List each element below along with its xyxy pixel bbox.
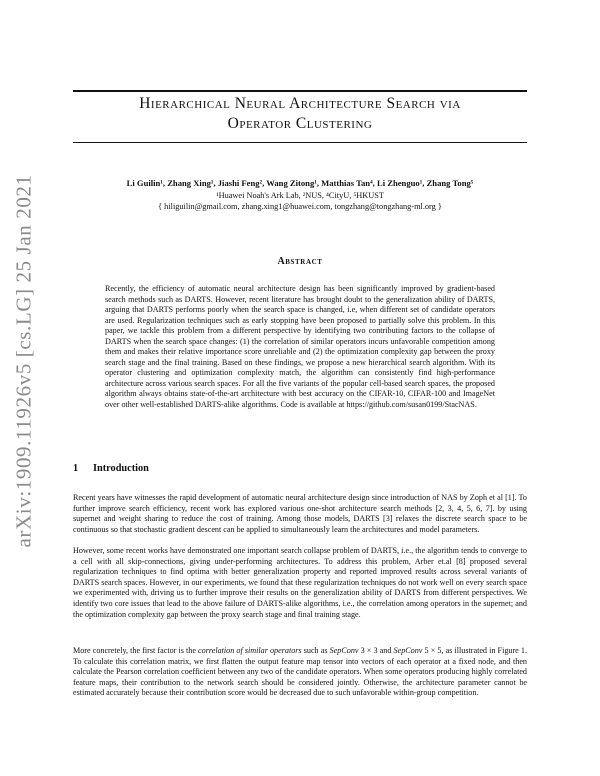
- title-rule-bottom: [73, 142, 527, 143]
- intro-paragraph-1: Recent years have witnesses the rapid development of automatic neural architecture design since introduction of NAS by Zoph et al [1]. To further improve search efficiency, recent work has explored various one-shot architecture search methods [2, 3, 4, 5, 6, 7]. by using supernet and weight sharing to reduce the cost of training. Among those models, DARTS [3] relaxes the discrete search space to be continuous so that stochastic gradient descent can be applied to simultaneously learn the architectures and model parameters.: [73, 493, 527, 534]
- emphasis-sepconv-5: SepConv: [393, 646, 423, 655]
- author-emails: { hiliguilin@gmail.com, zhang.xing1@huawei.com, tongzhang@tongzhang-ml.org }: [158, 202, 442, 211]
- intro-paragraph-3: More concretely, the first factor is the correlation of similar operators such as SepConv 3 × 3 and SepConv 5 × 5, as illustrated in Figure 1. To calculate this correlation matrix, we first flatten the output feature map tensor into vectors of each operator at a fixed node, and then calculate the Pearson correlation coefficient between any two of the candidate operators. When some operators producing highly correlated feature maps, their contribution to the network search should be considered jointly. Otherwise, the architecture parameter cannot be estimated accurately because their contribution score would be decreased due to such unfavorable within-group competition.: [73, 646, 527, 698]
- intro-paragraph-2: However, some recent works have demonstrated one important search collapse problem of DARTS, i.e., the algorithm tends to converge to a cell with all skip-connections, giving under-performing architectures. To address this problem, Arber et.al [8] proposed several regularization techniques to find optima with better generalization property and reported improved results across several variants of DARTS search spaces. However, in our experiments, we found that these regularization techniques do not work well on every search space we experimented with, driving us to further improve their results on the generalization ability of DARTS from different perspectives. We identify two core issues that lead to the above failure of DARTS-alike algorithms, i.e., the correlation among operators in the supernet; and the optimization complexity gap between the proxy search stage and final training stage.: [73, 546, 527, 619]
- affiliations: ¹Huawei Noah's Ark Lab, ²NUS, ⁴CityU, ⁵HKUST: [216, 191, 384, 200]
- emphasis-correlation: correlation of similar operators: [198, 646, 302, 655]
- title-line-1: Hierarchical Neural Architecture Search via: [139, 95, 461, 112]
- arxiv-stamp: arXiv:1909.11926v5 [cs.LG] 25 Jan 2021: [11, 174, 36, 548]
- author-list: Li Guilin¹, Zhang Xing¹, Jiashi Feng², Wang Zitong¹, Matthias Tan⁴, Li Zhenguo¹, Zhang Tong⁵: [126, 178, 474, 188]
- title-rule-top: [73, 90, 527, 92]
- section-number: 1: [73, 463, 79, 474]
- paper-title: [73, 94, 527, 134]
- title-line-2: Operator Clustering: [227, 115, 373, 132]
- emphasis-sepconv-3: SepConv: [329, 646, 359, 655]
- section-heading-introduction: [73, 463, 149, 474]
- abstract-body: Recently, the efficiency of automatic neural architecture design has been significantly improved by gradient-based search methods such as DARTS. However, recent literature has brought doubt to the generalization ability of DARTS, arguing that DARTS performs poorly when the search space is changed, i.e, when different set of candidate operators are used. Regularization techniques such as early stopping have been proposed to partially solve this problem. In this paper, we tackle this problem from a different perspective by identifying two contributing factors to the collapse of DARTS when the search space changes: (1) the correlation of similar operators incurs unfavorable competition among them and makes their relative importance score unreliable and (2) the optimization complexity gap between the proxy search stage and the final training. Based on these findings, we propose a new hierarchical search algorithm. With its operator clustering and optimization complexity match, the algorithm can consistently find high-performance architecture across various search spaces. For all the five variants of the popular cell-based search spaces, the proposed algorithm always obtains state-of-the-art architecture with best accuracy on the CIFAR-10, CIFAR-100 and ImageNet over other well-established DARTS-alike algorithms. Code is available at https://github.com/susan0199/StacNAS.: [105, 284, 495, 410]
- abstract-heading: Abstract: [277, 256, 323, 267]
- section-title: Introduction: [93, 463, 149, 474]
